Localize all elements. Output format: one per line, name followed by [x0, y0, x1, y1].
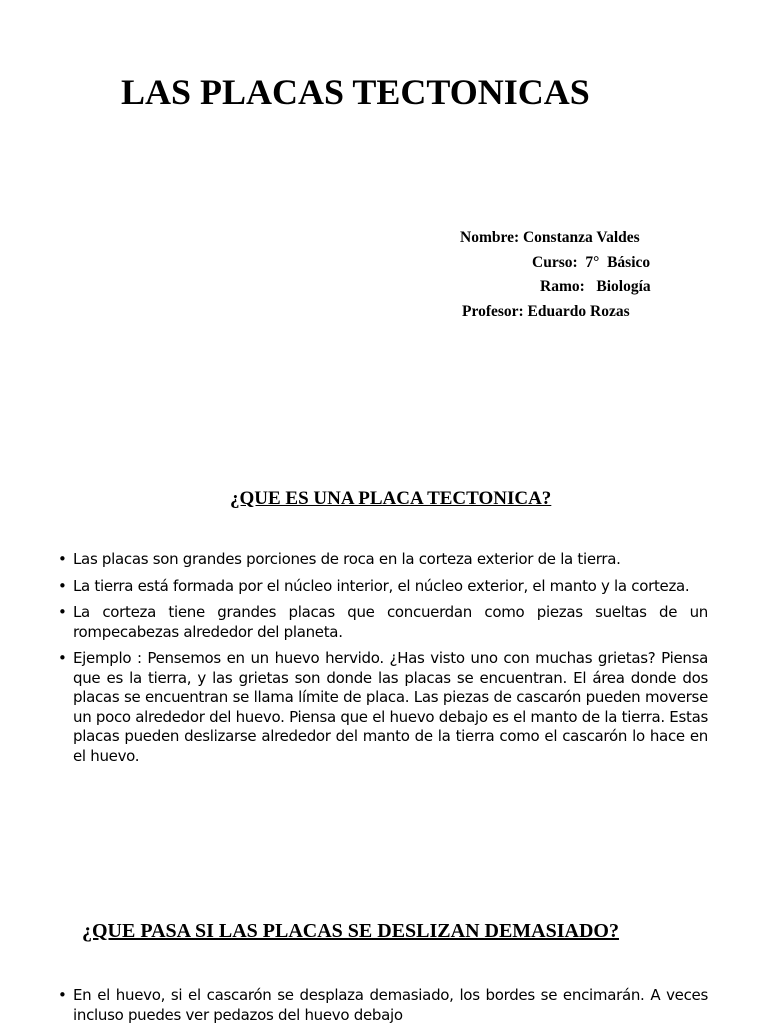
- info-ramo: Ramo: Biología: [540, 278, 651, 295]
- list-item-text: La tierra está formada por el núcleo interior, el núcleo exterior, el manto y la corteza.: [73, 576, 690, 595]
- section-1-bullet-list: [58, 550, 708, 773]
- bullet-icon: •: [58, 986, 67, 1004]
- info-curso: Curso: 7° Básico: [532, 254, 651, 271]
- section-2-bullet-list: [58, 986, 708, 1024]
- list-item: [58, 577, 708, 597]
- list-item: [58, 603, 708, 642]
- bullet-icon: •: [58, 550, 67, 568]
- list-item: [58, 649, 708, 766]
- section-heading-que-pasa: ¿QUE PASA SI LAS PLACAS SE DESLIZAN DEMASIADO?: [82, 920, 619, 942]
- bullet-icon: •: [58, 603, 67, 621]
- list-item-text: La corteza tiene grandes placas que concuerdan como piezas sueltas de un rompecabezas alrededor del planeta.: [73, 603, 708, 641]
- list-item: [58, 550, 708, 570]
- info-nombre: Nombre: Constanza Valdes: [460, 229, 640, 246]
- info-profesor: Profesor: Eduardo Rozas: [462, 303, 630, 320]
- list-item-text: Ejemplo : Pensemos en un huevo hervido. ¿Has visto uno con muchas grietas? Piensa que es la tierra, y las grietas son donde las placas se encuentran. El área donde dos placas se encuentran se llama límite de placa. Las piezas de cascarón pueden moverse un poco alrededor del huevo. Piensa que el huevo debajo es el manto de la tierra. Estas placas pueden deslizarse alrededor del manto de la tierra como el cascarón lo hace en el huevo.: [73, 649, 708, 765]
- document-title: LAS PLACAS TECTONICAS: [121, 72, 590, 112]
- section-heading-que-es: ¿QUE ES UNA PLACA TECTONICA?: [230, 488, 552, 509]
- list-item-text: Las placas son grandes porciones de roca en la corteza exterior de la tierra.: [73, 550, 621, 568]
- bullet-icon: •: [58, 576, 67, 595]
- list-item-text: En el huevo, si el cascarón se desplaza demasiado, los bordes se encimarán. A veces incluso puedes ver pedazos del huevo debajo: [73, 986, 708, 1024]
- list-item: [58, 986, 708, 1024]
- bullet-icon: •: [58, 649, 67, 667]
